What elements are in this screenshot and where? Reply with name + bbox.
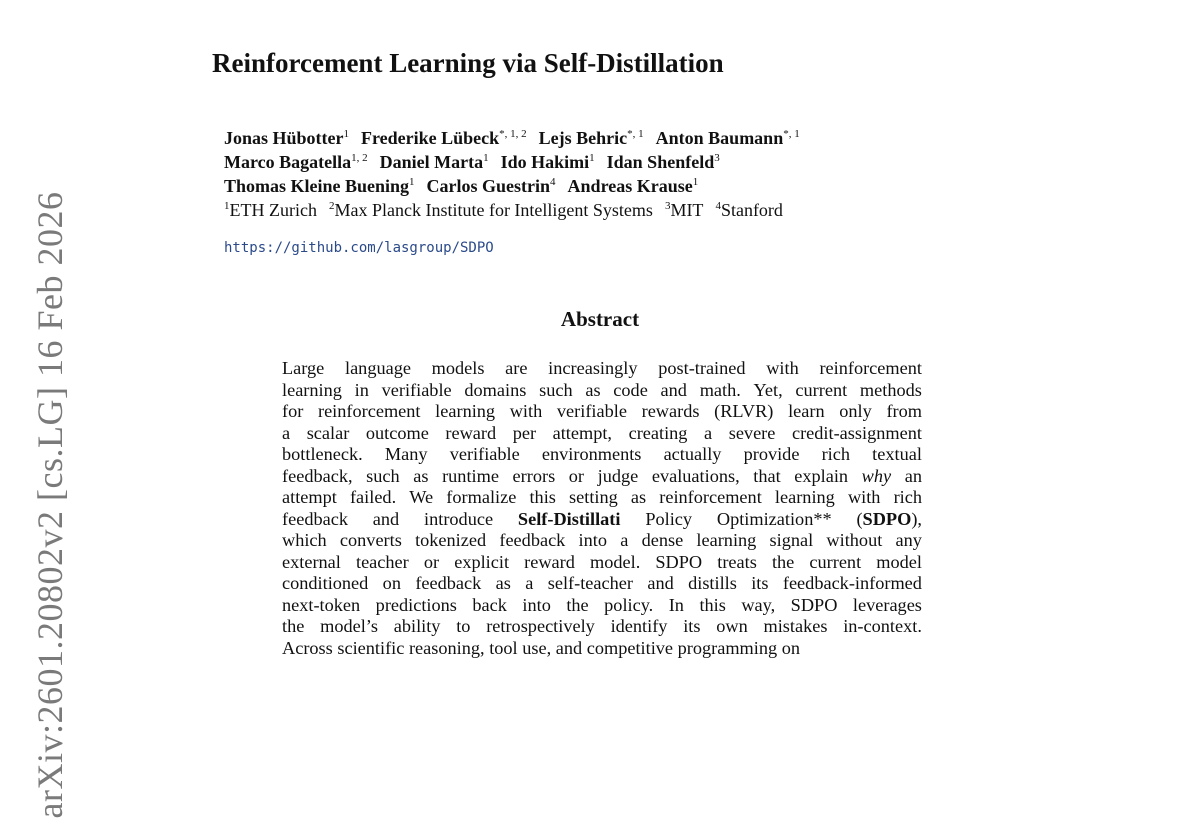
abstract-word: actually <box>663 444 722 464</box>
abstract-line <box>282 552 922 574</box>
affiliation-mark: 1 <box>692 176 699 188</box>
abstract-word: rich <box>821 444 851 464</box>
github-link[interactable]: https://github.com/lasgroup/SDPO <box>224 240 494 256</box>
abstract-word: feedback <box>282 508 348 529</box>
affiliation: $^3$MIT <box>664 200 704 220</box>
abstract-word: learn <box>788 401 825 421</box>
abstract-word: why <box>861 465 892 486</box>
abstract-word: attempt <box>282 487 337 507</box>
abstract-word: and <box>660 379 687 400</box>
abstract-word: Yet, <box>753 379 783 400</box>
abstract-word: textual <box>872 444 922 464</box>
abstract-word: to <box>456 616 471 636</box>
abstract-word: Many <box>384 444 428 464</box>
author-name: Ido Hakimi$^1$ <box>500 152 595 172</box>
abstract-word: dense <box>641 530 684 550</box>
abstract-word: any <box>895 530 922 550</box>
abstract-word: own <box>716 616 748 636</box>
abstract-word: into <box>522 594 551 615</box>
abstract-word: verifiable <box>556 401 627 421</box>
abstract-word: policy. <box>604 594 654 615</box>
abstract-word: next-token <box>282 594 361 615</box>
abstract-word: methods <box>859 379 922 400</box>
abstract-word: learning <box>696 530 757 550</box>
abstract-word: on <box>781 637 800 658</box>
abstract-word: predictions <box>375 594 457 615</box>
abstract-word: attempt, <box>552 422 613 443</box>
abstract-word: failed. <box>349 487 397 507</box>
author-name: Thomas Kleine Buening$^1$ <box>224 176 415 196</box>
paper-title: Reinforcement Learning via Self-Distillation <box>212 48 724 78</box>
abstract-word: Large <box>282 358 325 378</box>
abstract-word: Across <box>282 637 333 658</box>
abstract-word: retrospectively <box>486 616 595 636</box>
abstract-word: model’s <box>320 616 378 636</box>
affiliation-mark: *, 1 <box>627 128 644 140</box>
abstract-word: SDPO <box>655 551 703 572</box>
affiliation-mark: 1 <box>483 152 489 164</box>
abstract-word: (RLVR) <box>714 401 774 421</box>
affiliation-mark: *, 1 <box>783 128 800 140</box>
arxiv-side-stamp: arXiv:2601.20802v2 [cs.LG] 16 Feb 2026 <box>30 191 70 818</box>
abstract-word: mistakes <box>763 616 828 636</box>
abstract-word: model. <box>590 551 641 572</box>
affiliation-mark: 1, 2 <box>351 152 368 164</box>
abstract-word: teacher <box>355 551 409 572</box>
abstract-word: setting <box>569 487 618 507</box>
abstract-word: conditioned <box>282 573 369 593</box>
abstract-word: runtime <box>442 465 499 486</box>
abstract-word: formalize <box>446 487 517 507</box>
abstract-word: tool <box>489 637 518 658</box>
author-line <box>224 174 812 198</box>
abstract-word: treats <box>717 551 757 572</box>
abstract-word: on <box>382 573 401 593</box>
abstract-word: rewards <box>641 401 700 421</box>
abstract-word: rich <box>893 487 922 507</box>
abstract-line <box>282 466 922 488</box>
abstract-line <box>282 616 922 638</box>
abstract-word: and <box>555 637 583 658</box>
abstract-word: converts <box>339 530 402 550</box>
abstract-heading: Abstract <box>560 307 640 331</box>
abstract-word: distills <box>688 573 737 593</box>
abstract-word: feedback, <box>282 465 353 486</box>
abstract-line <box>282 573 922 595</box>
abstract-word: increasingly <box>548 358 638 378</box>
abstract-word: as <box>413 465 429 486</box>
abstract-word: ability <box>393 616 441 636</box>
abstract-word: identify <box>610 616 668 636</box>
abstract-word: scientific <box>337 637 405 658</box>
author-name: Lejs Behric$^{*, 1}$ <box>538 128 644 148</box>
affiliation-mark: 1 <box>343 128 350 140</box>
abstract-word: into <box>578 530 607 550</box>
affiliation-mark: 1 <box>589 152 595 164</box>
abstract-line <box>282 358 922 380</box>
abstract-word: feedback <box>499 530 566 550</box>
affiliation-mark: 4 <box>550 176 556 188</box>
author-name: Anton Baumann$^{*, 1}$ <box>655 128 800 148</box>
abstract-word: verifiable <box>381 379 452 400</box>
author-line <box>224 126 812 150</box>
abstract-word: Policy <box>645 508 693 529</box>
abstract-word: with <box>509 401 543 421</box>
author-name: Andreas Krause$^1$ <box>567 176 699 196</box>
affiliation-mark: 1 <box>409 176 415 188</box>
abstract-word: a <box>282 422 291 443</box>
author-block <box>224 126 812 222</box>
abstract-line <box>282 444 922 466</box>
abstract-line <box>282 423 922 445</box>
abstract-word: an <box>904 465 922 486</box>
abstract-line <box>282 401 922 423</box>
abstract-word: its <box>683 616 701 636</box>
abstract-word: for <box>282 401 304 421</box>
author-line <box>224 150 812 174</box>
abstract-word: from <box>886 401 922 421</box>
affiliation-number: 3 <box>664 200 671 212</box>
abstract-word: the <box>771 551 795 572</box>
abstract-word: current <box>795 379 848 400</box>
abstract-word: evaluations, <box>651 465 740 486</box>
abstract-word: verifiable <box>449 444 520 464</box>
abstract-word: are <box>505 358 528 378</box>
abstract-word: its <box>751 573 769 593</box>
abstract-word: feedback <box>415 573 482 593</box>
abstract-word: Self-Distillati <box>517 508 621 529</box>
abstract-word: a <box>620 530 629 550</box>
abstract-word: learning <box>774 487 835 507</box>
abstract-word: code <box>613 379 648 400</box>
abstract-word: as <box>630 487 647 507</box>
abstract-word: that <box>753 465 781 486</box>
abstract-word: self-teacher <box>547 573 633 593</box>
abstract-word: environments <box>541 444 642 464</box>
affiliation: $^1$ETH Zurich <box>224 200 317 220</box>
abstract-word: reinforcement <box>659 487 762 507</box>
abstract-word: outcome <box>365 422 429 443</box>
abstract-word: feedback-informed <box>782 573 922 593</box>
abstract-word: scalar <box>306 422 350 443</box>
abstract-word: back <box>472 594 507 615</box>
abstract-word: model <box>876 551 922 572</box>
abstract-line <box>282 530 922 552</box>
abstract-word: bottleneck. <box>282 444 363 464</box>
abstract-word: learning <box>435 401 496 421</box>
abstract-word: such <box>539 379 573 400</box>
abstract-word: way, <box>741 594 776 615</box>
abstract-word: models <box>431 358 485 378</box>
author-lines <box>224 126 812 198</box>
abstract-word: explicit <box>454 551 510 572</box>
abstract-word: the <box>566 594 589 615</box>
abstract-word: SDPO <box>790 594 838 615</box>
author-name: Idan Shenfeld$^3$ <box>606 152 720 172</box>
abstract-word: current <box>809 551 862 572</box>
abstract-word: or <box>568 465 585 486</box>
abstract-word: this <box>699 594 726 615</box>
abstract-word: competitive <box>586 637 674 658</box>
abstract-word: which <box>282 530 327 550</box>
affiliation: $^2$Max Planck Institute for Intelligent Systems <box>328 200 653 220</box>
abstract-word: reward <box>445 422 497 443</box>
abstract-word: learning <box>282 379 342 400</box>
affiliation-mark: *, 1, 2 <box>499 128 527 140</box>
affiliations-line <box>224 198 812 222</box>
abstract-word: reinforcement <box>317 401 421 421</box>
author-name: Frederike Lübeck$^{*, 1, 2}$ <box>361 128 527 148</box>
abstract-word: programming <box>677 637 778 658</box>
abstract-line <box>282 487 922 509</box>
abstract-word: (SDPO), <box>856 508 922 529</box>
abstract-word: without <box>826 530 883 550</box>
abstract-word: external <box>282 551 341 572</box>
abstract-word: with <box>766 358 799 378</box>
abstract-word: credit-assignment <box>791 422 922 443</box>
abstract-word: with <box>847 487 881 507</box>
abstract-word: explain <box>794 465 849 486</box>
abstract-word: tokenized <box>415 530 487 550</box>
abstract-word: language <box>344 358 411 378</box>
abstract-word: severe <box>728 422 776 443</box>
abstract-word: reinforcement <box>819 358 922 378</box>
abstract-word: In <box>668 594 684 615</box>
author-name: Jonas Hübotter$^1$ <box>224 128 350 148</box>
abstract-word: and <box>372 508 400 529</box>
abstract-word: or <box>423 551 440 572</box>
abstract-word: domains <box>464 379 527 400</box>
abstract-body <box>282 358 922 659</box>
abstract-word: as <box>495 573 511 593</box>
abstract-word: reasoning, <box>408 637 485 658</box>
abstract-word: errors <box>512 465 556 486</box>
abstract-word: only <box>839 401 872 421</box>
author-name: Daniel Marta$^1$ <box>379 152 489 172</box>
affiliation-number: 4 <box>715 200 721 212</box>
abstract-word: creating <box>628 422 688 443</box>
author-name: Carlos Guestrin$^4$ <box>426 176 556 196</box>
affiliation-number: 2 <box>328 200 335 212</box>
abstract-line <box>282 380 922 402</box>
abstract-word: provide <box>743 444 800 464</box>
abstract-line <box>282 595 922 617</box>
affiliation-mark: 3 <box>714 152 720 164</box>
abstract-word: as <box>585 379 601 400</box>
abstract-word: a <box>525 573 534 593</box>
abstract-line <box>282 509 922 531</box>
abstract-word: per <box>512 422 537 443</box>
abstract-word: We <box>409 487 434 507</box>
abstract-word: in-context. <box>843 616 922 636</box>
abstract-word: introduce <box>424 508 494 529</box>
abstract-word: leverages <box>852 594 922 615</box>
abstract-word: use, <box>522 637 552 658</box>
abstract-word: Optimization** <box>716 508 832 529</box>
abstract-line <box>282 638 922 660</box>
abstract-word: post-trained <box>658 358 746 378</box>
abstract-word: such <box>366 465 400 486</box>
abstract-word: in <box>354 379 369 400</box>
abstract-word: math. <box>699 379 741 400</box>
abstract-word: this <box>529 487 556 507</box>
affiliation: $^4$Stanford <box>715 200 783 220</box>
abstract-word: reward <box>524 551 575 572</box>
abstract-word: the <box>282 616 305 636</box>
affiliation-number: 1 <box>224 200 230 212</box>
author-name: Marco Bagatella$^{1, 2}$ <box>224 152 368 172</box>
abstract-word: and <box>647 573 674 593</box>
abstract-word: signal <box>769 530 814 550</box>
abstract-word: judge <box>597 465 639 486</box>
abstract-word: a <box>704 422 713 443</box>
